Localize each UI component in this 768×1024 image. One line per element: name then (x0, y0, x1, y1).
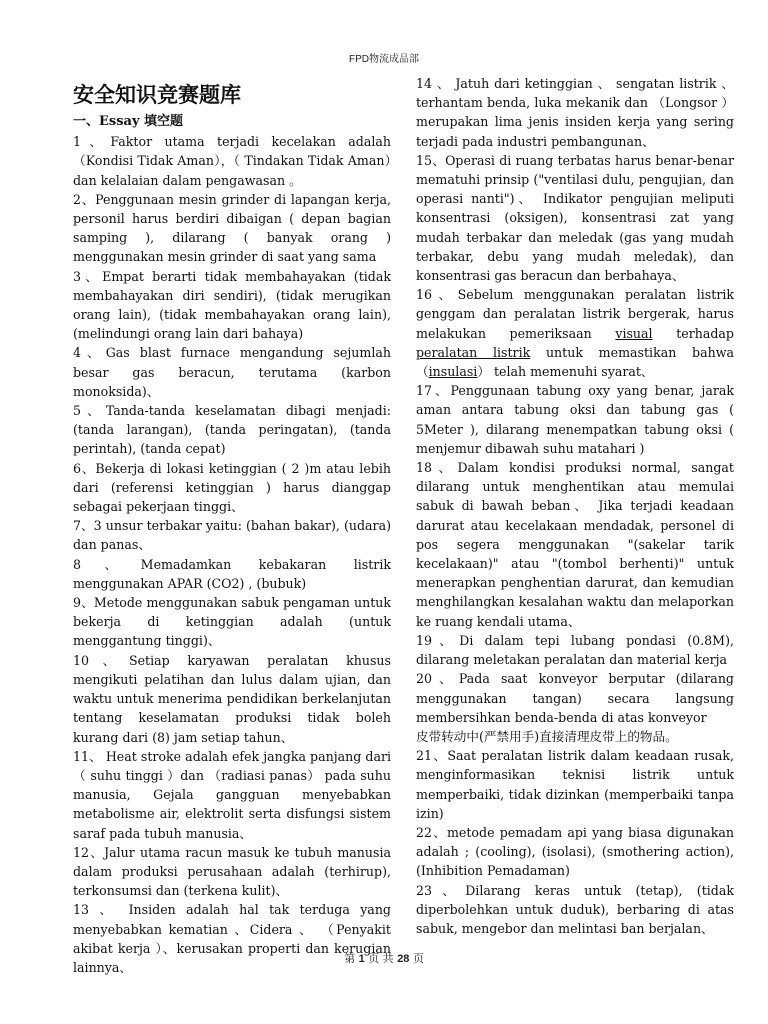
page-number: 1 (358, 953, 365, 965)
question-item: 14 、 Jatuh dari ketinggian 、 sengatan listrik 、 terhantam benda, luka mekanik dan （Longsor ）merupakan lima jenis insiden kerja yang sering terjadi pada industri pembangunan、 (416, 76, 734, 149)
question-item: 20、Pada saat konveyor berputar (dilarang menggunakan tangan) secara langsung membersihkan benda-benda di atas konveyor (416, 671, 734, 725)
q16-text-c: untuk memastikan bahwa （ (416, 344, 734, 380)
right-column (416, 74, 734, 938)
question-item: 3、Empat berarti tidak membahayakan (tidak membahayakan diri sendiri), (tidak merugikan orang lain), (tidak membahayakan orang lain), (melindungi orang lain dari bahaya) (73, 268, 391, 342)
q16-underline-visual: visual (615, 325, 653, 341)
q16-text-a: 16、Sebelum menggunakan peralatan listrik genggam dan peralatan listrik bergerak, harus melakukan pemeriksaan (416, 287, 734, 341)
question-item: 5、Tanda-tanda keselamatan dibagi menjadi: (tanda larangan), (tanda peringatan), (tanda perintah), (tanda cepat) (73, 403, 391, 457)
question-item: 12、Jalur utama racun masuk ke tubuh manusia dalam produksi perusahaan adalah (terhirup), terkonsumsi dan (terkena kulit)、 (73, 844, 391, 899)
footer-suffix: 页 (412, 952, 424, 965)
question-item-16 (416, 285, 734, 381)
question-item: 9、Metode menggunakan sabuk pengaman untuk bekerja di ketinggian adalah (untuk menggantung tinggi)、 (73, 595, 391, 649)
question-item: 19、Di dalam tepi lubang pondasi (0.8M), dilarang meletakan peralatan dan material kerja (416, 632, 734, 668)
question-item: 7、3 unsur terbakar yaitu: (bahan bakar), (udara) dan panas、 (73, 518, 391, 553)
question-item: 13 、 Insiden adalah hal tak terduga yang menyebabkan kematian 、Cidera 、 （Penyakit akibat kerja ）、kerusakan properti dan kerugian lainnya、 (73, 902, 391, 975)
question-item: 6、Bekerja di lokasi ketinggian ( 2 )m atau lebih dari (referensi ketinggian ) harus dianggap sebagai pekerjaan tinggi、 (73, 460, 391, 515)
question-item: 8、Memadamkan kebakaran listrik menggunakan APAR (CO2) , (bubuk) (73, 556, 391, 591)
question-item: 21、Saat peralatan listrik dalam keadaan rusak, menginformasikan teknisi listrik untuk memperbaiki, tidak dizinkan (memperbaiki tanpa izin) (416, 748, 734, 821)
q16-underline-peralatan: peralatan listrik (416, 344, 531, 360)
question-item: 1、Faktor utama terjadi kecelakan adalah （Kondisi Tidak Aman），（ Tindakan Tidak Aman）dan kelalaian dalam pengawasan 。 (73, 134, 391, 188)
question-item: 17、Penggunaan tabung oxy yang benar, jarak aman antara tabung oksi dan tabung gas ( 5Meter ), dilarang menempatkan tabung oksi ( menjemur dibawah suhu matahari ) (416, 383, 734, 456)
q16-underline-insulasi: insulasi (428, 364, 478, 380)
question-item: 2、Penggunaan mesin grinder di lapangan kerja, personil harus berdiri dibaigan ( depan bagian samping ), dilarang ( banyak orang ) menggunakan mesin grinder di saat yang sama (73, 191, 391, 265)
question-item: 4、Gas blast furnace mengandung sejumlah besar gas beracun, terutama (karbon monoksida)、 (73, 345, 391, 399)
question-item: 23、Dilarang keras untuk (tetap), (tidak diperbolehkan untuk duduk), berbaring di atas sabuk, mengebor dan melintasi ban berjalan、 (416, 882, 734, 936)
page-footer (0, 950, 768, 966)
q16-text-d: ） telah memenuhi syarat、 (477, 364, 654, 380)
document-title: 安全知识竞赛题库 (73, 83, 241, 107)
question-item: 11、 Heat stroke adalah efek jangka panjang dari（ suhu tinggi ）dan （radiasi panas） pada suhu manusia, Gejala gangguan menyebabkan metabolisme air, elektrolit serta disfungsi sistem saraf pada tubuh manusia、 (73, 748, 391, 841)
question-item: 18、Dalam kondisi produksi normal, sangat dilarang untuk menghentikan atau memulai sabuk di bawah beban、 Jika terjadi keadaan darurat atau kecelakaan mendadak, personel di pos segera menggunakan "(sakelar tarik kecelakaan)" atau "(tombol berhenti)" untuk menerapkan penghentian darurat, dan kemudian menghilangkan kesalahan waktu dan melaporkan ke ruang kendali utama、 (416, 460, 734, 629)
page-header: FPD物流成品部 (349, 54, 419, 65)
question-item: 10、Setiap karyawan peralatan khusus mengikuti pelatihan dan lulus dalam ujian, dan waktu untuk menerima pendidikan berkelanjutan tentang keselamatan produksi tidak boleh kurang dari (8) jam setiap tahun、 (73, 652, 391, 745)
chinese-note: 皮带转动中(严禁用手)直接清理皮带上的物品。 (416, 728, 678, 744)
footer-prefix: 第 (344, 952, 356, 965)
page-total: 28 (397, 953, 410, 965)
question-item: 15、Operasi di ruang terbatas harus benar-benar mematuhi prinsip ("ventilasi dulu, pengujian, dan operasi nanti")、 Indikator pengujian meliputi konsentrasi (oksigen), konsentrasi zat yang mudah terbakar dan meledak (gas yang mudah terbakar, debu yang mudah meledak), dan konsentrasi gas beracun dan berbahaya、 (416, 152, 734, 284)
q16-text-b: terhadap (652, 325, 734, 341)
left-column (73, 74, 391, 977)
footer-middle: 页 共 (368, 952, 394, 965)
question-item: 22、metode pemadam api yang biasa digunakan adalah ; (cooling), (isolasi), (smothering action), (Inhibition Pemadaman) (416, 824, 734, 879)
section-heading: 一、Essay 填空题 (73, 114, 184, 129)
